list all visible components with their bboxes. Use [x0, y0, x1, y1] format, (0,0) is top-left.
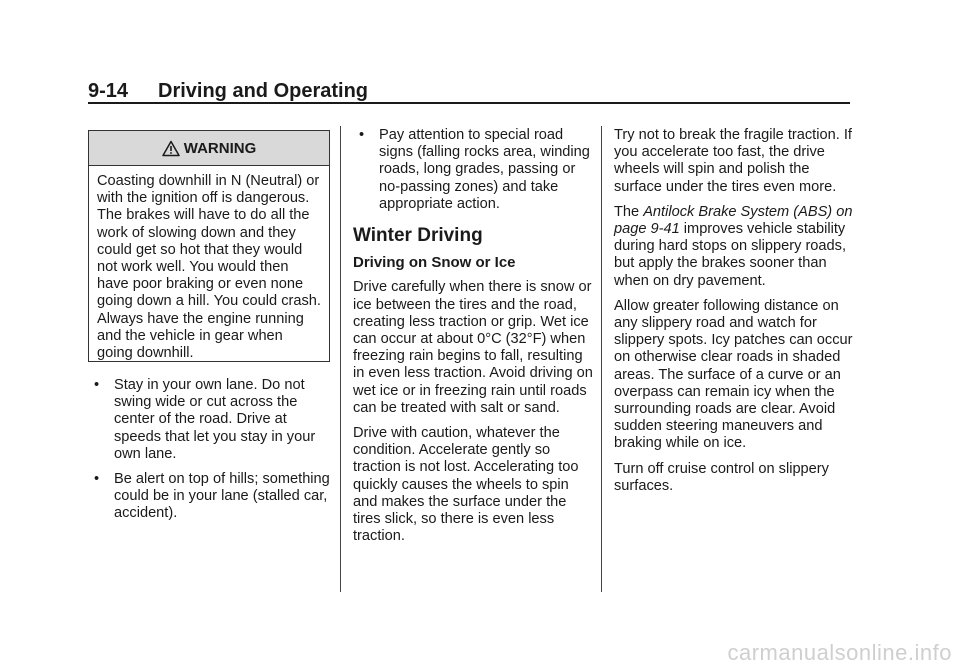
paragraph: Turn off cruise control on slippery surfaces.	[614, 460, 829, 494]
column-2	[353, 127, 593, 553]
paragraph	[614, 204, 854, 290]
column-3	[614, 127, 854, 503]
bullet-text: Be alert on top of hills; something could be in your lane (stalled car, accident).	[114, 471, 330, 522]
paragraph: Drive carefully when there is snow or ice between the tires and the road, creating less traction or grip. Wet ice can occur at about 0°C (32°F) when freezing rain begins to fall, resulting in even less traction. Avoid driving on wet ice or in freezing rain until roads can be treated with salt or sand.	[353, 279, 593, 416]
warning-box	[88, 130, 330, 362]
page-number: 9-14	[88, 80, 129, 102]
bullet-marker: •	[94, 377, 100, 393]
text-span: improves vehicle stability during hard stops on slippery roads, but apply the brakes sooner than when on dry pavement.	[614, 221, 847, 289]
warning-title: WARNING	[183, 139, 257, 157]
paragraph: Allow greater following distance on any slippery road and watch for slippery spots. Icy patches can occur on otherwise clear roads in shaded areas. The surface of a curve or an overpass can remain icy when the surrounding roads are clear. Avoid sudden steering maneuvers and braking while on ice.	[614, 297, 853, 452]
bullet-marker: •	[359, 127, 365, 143]
bullet-marker: •	[94, 471, 100, 488]
paragraph: Drive with caution, whatever the condition. Accelerate gently so traction is not lost. Accelerating too quickly causes the wheels to spin and makes the surface under the tires slick, so there is even less traction.	[353, 425, 579, 545]
page-header	[88, 80, 368, 103]
bullet-text: Pay attention to special road signs (falling rocks area, winding roads, long grades, passing or no-passing zones) and take appropriate action.	[379, 127, 590, 212]
column-divider-1	[340, 126, 341, 592]
bullet-text: Stay in your own lane. Do not swing wide or cut across the center of the road. Drive at speeds that let you stay in your own lane.	[114, 377, 316, 462]
list-item	[88, 471, 330, 523]
column-divider-2	[601, 126, 602, 592]
watermark: carmanualsonline.info	[727, 640, 952, 665]
subsection-heading: Driving on Snow or Ice	[353, 254, 516, 272]
section-title: Driving and Operating	[158, 80, 369, 102]
warning-header	[89, 131, 329, 166]
column-1-bullets	[88, 377, 330, 531]
cross-reference-link[interactable]: Antilock Brake System (ABS) on page 9-41	[614, 203, 853, 238]
list-item	[353, 127, 593, 213]
warning-text: Coasting downhill in N (Neutral) or with the ignition off is dangerous. The brakes will have to do all the work of slowing down and they could get so hot that they would not work well. You would then have poor braking or even none going down a hill. You could crash. Always have the engine running and the vehicle in gear when going downhill.	[97, 173, 321, 362]
header-rule	[88, 102, 850, 104]
section-heading: Winter Driving	[353, 225, 483, 247]
warning-triangle-icon	[162, 140, 180, 157]
text-span: The	[614, 203, 644, 220]
paragraph: Try not to break the fragile traction. If you accelerate too fast, the drive wheels will spin and polish the surface under the tires even more.	[614, 127, 852, 195]
list-item	[88, 377, 330, 463]
